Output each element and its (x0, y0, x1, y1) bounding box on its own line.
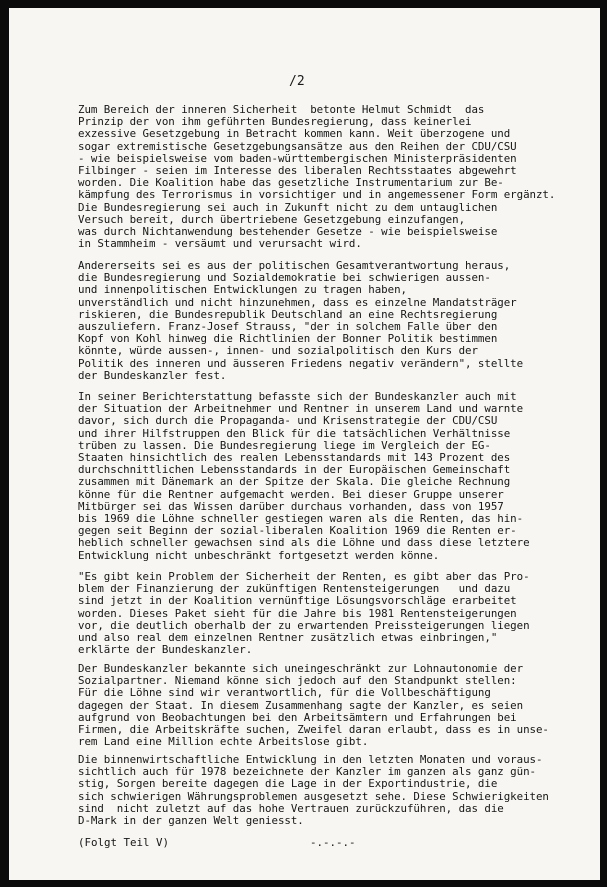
page-number: /2 (289, 74, 305, 89)
paragraph-pension-quote: "Es gibt kein Problem der Sicherheit der Renten, es gibt aber das Pro- blem der Finanzierung der zukünftigen Rentensteigerungen und dazu sind jetzt in der Koalition vernünftige Lösungsvorschläge erarbeitet worden. Dieses Paket sieht für die Jahre bis 1981 Rentensteigerungen vor, die deutlich oberhalb der zu erwartenden Preissteigerungen liegen und also real dem einzelnen Rentner zusätzlich etwas einbringen," erklärte der Bundeskanzler. (78, 570, 530, 657)
paragraph-political-responsibility: Andererseits sei es aus der politischen Gesamtverantwortung heraus, die Bundesregierung und Sozialdemokratie bei schwierigen aussen- und innenpolitischen Entwicklungen zu tragen haben, unverständlich und nicht hinzunehmen, dass es einzelne Mandatsträger riskieren, die Bundesrepublik Deutschland an eine Rechtsregierung auszuliefern. Franz-Josef Strauss, "der in solchem Falle über den Kopf von Kohl hinweg die Richtlinien der Bonner Politik bestimmen könnte, würde aussen-, innen- und sozialpolitisch den Kurs der Politik des inneren und äusseren Friedens negativ verändern", stellte der Bundeskanzler fest. (78, 259, 524, 382)
paragraph-internal-security: Zum Bereich der inneren Sicherheit betonte Helmut Schmidt das Prinzip der von ihm geführten Bundesregierung, dass keinerlei exzessive Gesetzgebung in Betracht kommen kann. Weit überzogene und sogar extremistische Gesetzgebungsansätze aus den Reihen der CDU/CSU - wie beispielsweise vom baden-württembergischen Ministerpräsidenten Filbinger - seien im Interesse des liberalen Rechtsstaates abgewehrt worden. Die Koalition habe das gesetzliche Instrumentarium zur Be- kämpfung des Terrorismus in vorsichtiger und in angemessener Form ergänzt. Die Bundesregierung sei auch in Zukunft nicht zu dem untauglichen Versuch bereit, durch übertriebene Gesetzgebung einzufangen, was durch Nichtanwendung bestehender Gesetze - wie beispielsweise in Stammheim - versäumt und verursacht wird. (78, 103, 556, 251)
document-page (9, 8, 600, 880)
paragraph-wage-autonomy: Der Bundeskanzler bekannte sich uneingeschränkt zur Lohnautonomie der Sozialpartner. Niemand könne sich jedoch auf den Standpunkt stellen: Für die Löhne sind wir verantwortlich, für die Vollbeschäftigung dagegen der Staat. In diesem Zusammenhang sagte der Kanzler, es seien aufgrund von Beobachtungen bei den Arbeitsämtern und Erfahrungen bei Firmen, die Arbeitskräfte suchen, Zweifel daran erlaubt, dass es in unse- rem Land eine Million echte Arbeitslose gibt. (78, 662, 549, 749)
end-marker: -.-.-.- (310, 836, 356, 849)
paragraph-living-standards: In seiner Berichterstattung befasste sich der Bundeskanzler auch mit der Situation der Arbeitnehmer und Rentner in unserem Land und warnte davor, sich durch die Propaganda- und Krisenstrategie der CDU/CSU und ihrer Hilfstruppen den Blick für die tatsächlichen Verhältnisse trüben zu lassen. Die Bundesregierung liege im Vergleich der EG- Staaten hinsichtlich des realen Lebensstandards mit 143 Prozent des durchschnittlichen Lebensstandards in der Europäischen Gemeinschaft zusammen mit Dänemark an der Spitze der Skala. Die gleiche Rechnung könne für die Rentner aufgemacht werden. Bei dieser Gruppe unserer Mitbürger sei das Wissen darüber durchaus vorhanden, dass von 1957 bis 1969 die Löhne schneller gestiegen waren als die Renten, das hin- gegen seit Beginn der sozial-liberalen Koalition 1969 die Renten er- heblich schneller gewachsen sind als die Löhne und dass diese letztere Entwicklung nicht unbeschränkt fortgesetzt werden könne. (78, 390, 530, 562)
continuation-note: (Folgt Teil V) (78, 836, 170, 849)
paragraph-economic-development: Die binnenwirtschaftliche Entwicklung in den letzten Monaten und voraus- sichtlich auch für 1978 bezeichnete der Kanzler im ganzen als ganz gün- stig, Sorgen bereite dagegen die Lage in der Exportindustrie, die sich schwierigen Währungsproblemen ausgesetzt sehe. Diese Schwierigkeiten sind nicht zuletzt auf das hohe Vertrauen zurückzuführen, das die D-Mark in der ganzen Welt geniesst. (78, 753, 549, 828)
